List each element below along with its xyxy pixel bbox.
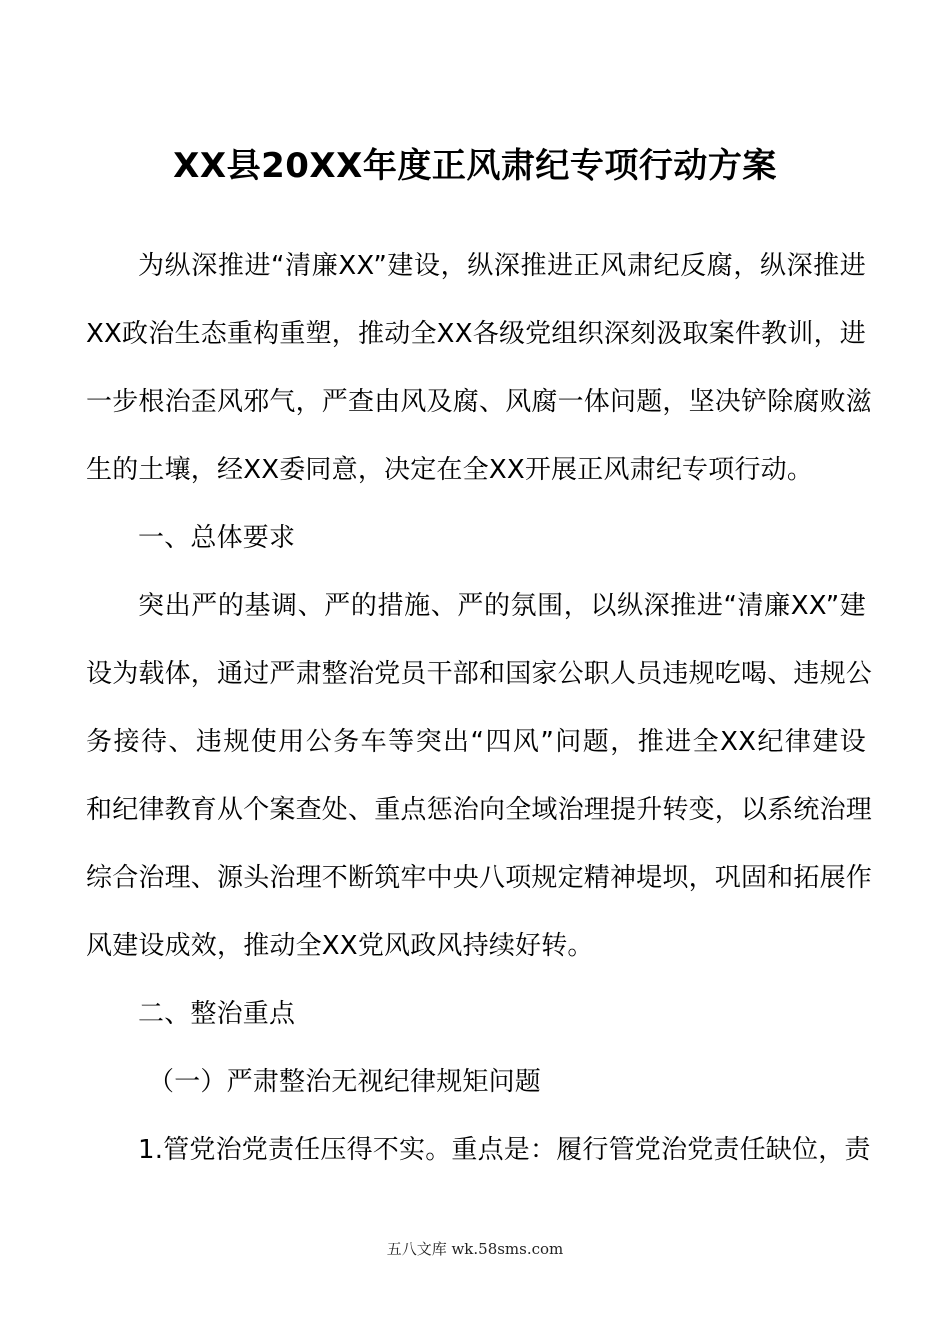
document-title: XX县20XX年度正风肃纪专项行动方案	[173, 146, 777, 186]
section-heading-2: 二、整治重点	[138, 999, 296, 1029]
paragraph-line: 务接待、违规使用公务车等突出“四风”问题，推进全XX纪律建设	[86, 727, 866, 757]
paragraph-line: 生的土壤，经XX委同意，决定在全XX开展正风肃纪专项行动。	[86, 455, 814, 485]
paragraph-line: 一步根治歪风邪气，严查由风及腐、风腐一体问题，坚决铲除腐败滋	[86, 387, 873, 417]
paragraph-line: 突出严的基调、严的措施、严的氛围，以纵深推进“清廉XX”建	[138, 591, 866, 621]
paragraph-line: 风建设成效，推动全XX党风政风持续好转。	[86, 931, 594, 961]
section-heading-1: 一、总体要求	[138, 523, 296, 553]
document-body	[86, 236, 873, 1188]
subsection-heading: （一）严肃整治无视纪律规矩问题	[148, 1067, 542, 1097]
paragraph-line: XX政治生态重构重塑，推动全XX各级党组织深刻汲取案件教训，进	[86, 319, 866, 349]
paragraph-line: 设为载体，通过严肃整治党员干部和国家公职人员违规吃喝、违规公	[86, 659, 873, 689]
paragraph-line: 1.管党治党责任压得不实。重点是：履行管党治党责任缺位，责	[138, 1135, 871, 1165]
paragraph-line: 为纵深推进“清廉XX”建设，纵深推进正风肃纪反腐，纵深推进	[138, 251, 866, 281]
footer-watermark: 五八文库 wk.58sms.com	[386, 1240, 564, 1258]
paragraph-line: 和纪律教育从个案查处、重点惩治向全域治理提升转变，以系统治理	[86, 795, 873, 825]
paragraph-line: 综合治理、源头治理不断筑牢中央八项规定精神堤坝，巩固和拓展作	[86, 863, 873, 893]
